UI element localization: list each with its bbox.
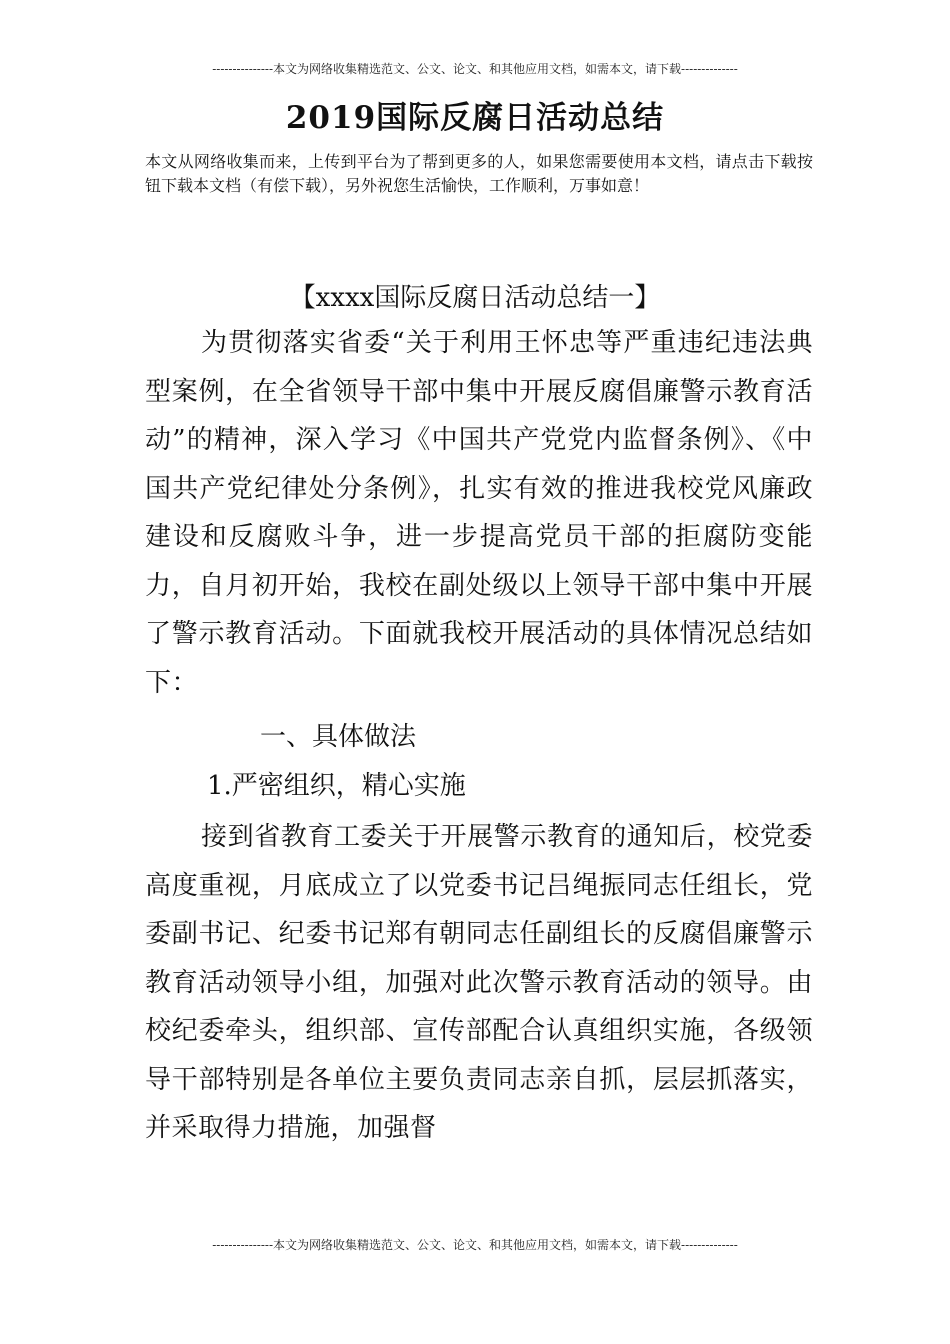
subheading-specific-methods: 一、具体做法	[260, 722, 417, 752]
body-paragraph-1: 为贯彻落实省委“关于利用王怀忠等严重违纪违法典型案例，在全省领导干部中集中开展反腐倡廉警示教育活动”的精神，深入学习《中国共产党党内监督条例》、《中国共产党纪律处分条例》，扎实有效的推进我校党风廉政建设和反腐败斗争，进一步提高党员干部的拒腐防变能力，自月初开始，我校在副处级以上领导干部中集中开展了警示教育活动。下面就我校开展活动的具体情况总结如下：	[145, 328, 813, 698]
section-heading: 【xxxx国际反腐日活动总结一】	[289, 283, 661, 313]
subheading-strict-organization: 1.严密组织，精心实施	[207, 771, 466, 801]
page-header-notice: ---------------本文为网络收集精选范文、公文、论文、和其他应用文档，如需本文，请下载--------------	[212, 62, 738, 76]
intro-paragraph: 本文从网络收集而来，上传到平台为了帮到更多的人，如果您需要使用本文档，请点击下载按钮下载本文档（有偿下载），另外祝您生活愉快，工作顺利，万事如意！	[145, 152, 813, 195]
body-paragraph-2: 接到省教育工委关于开展警示教育的通知后，校党委高度重视，月底成立了以党委书记吕绳振同志任组长，党委副书记、纪委书记郑有朝同志任副组长的反腐倡廉警示教育活动领导小组，加强对此次警示教育活动的领导。由校纪委牵头，组织部、宣传部配合认真组织实施，各级领导干部特别是各单位主要负责同志亲自抓，层层抓落实，并采取得力措施，加强督	[145, 822, 813, 1143]
page-footer-notice: ---------------本文为网络收集精选范文、公文、论文、和其他应用文档，如需本文，请下载--------------	[212, 1238, 738, 1252]
document-title: 2019国际反腐日活动总结	[285, 100, 665, 136]
